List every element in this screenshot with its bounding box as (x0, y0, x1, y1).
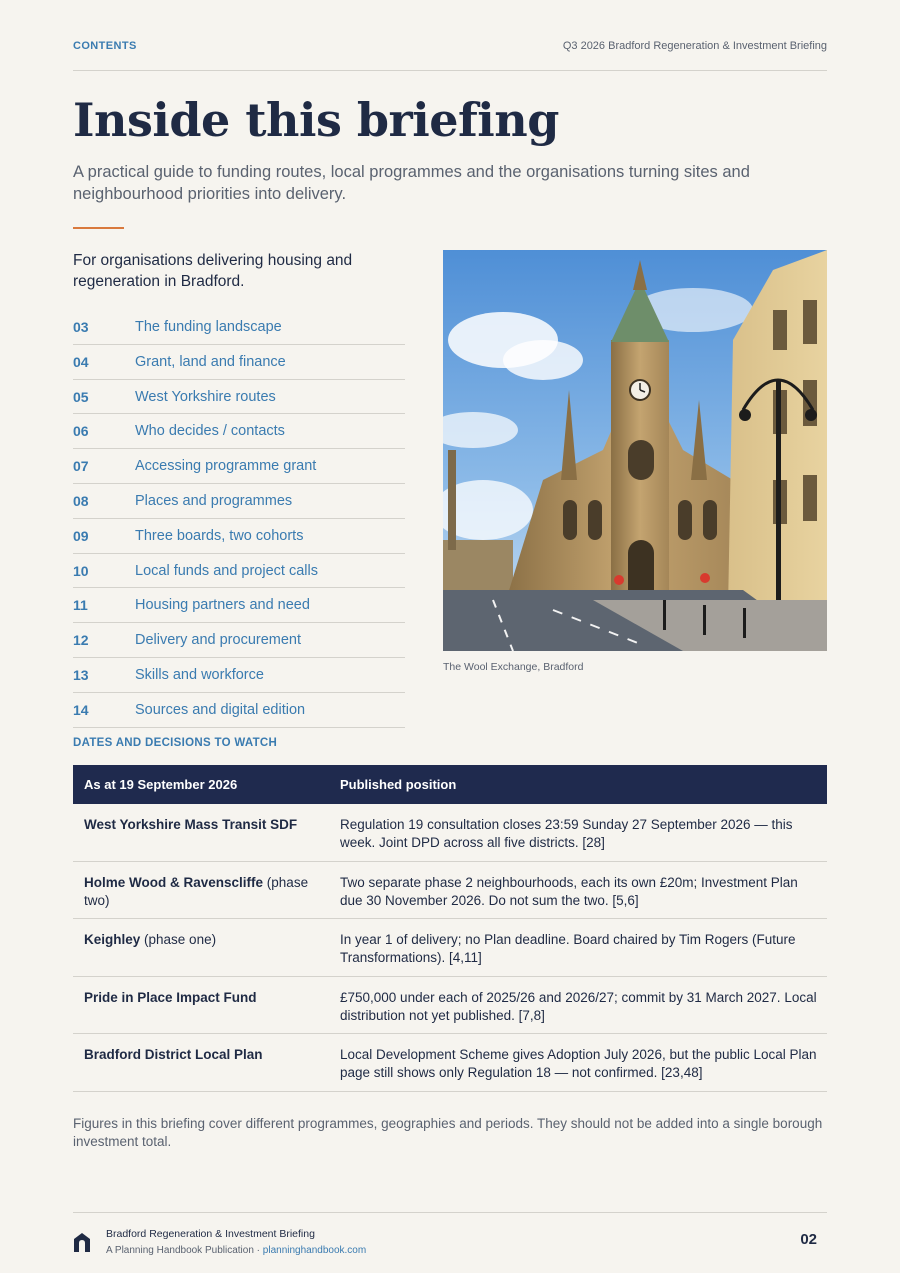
page-footer (73, 1212, 827, 1262)
toc-page-number: 06 (73, 423, 89, 440)
row-item (84, 1046, 324, 1064)
footer-publication: Bradford Regeneration & Investment Briefing (106, 1228, 315, 1240)
toc-item[interactable] (73, 484, 405, 519)
toc-page-number: 08 (73, 492, 89, 509)
toc-page-number: 04 (73, 353, 89, 370)
row-item-name: Holme Wood & Ravenscliffe (84, 875, 264, 890)
row-item (84, 816, 324, 834)
toc-item[interactable] (73, 588, 405, 623)
toc-label[interactable]: Grant, land and finance (135, 353, 286, 370)
row-position: Two separate phase 2 neighbourhoods, each its own £20m; Investment Plan due 30 November 2026. Do not sum the two. [5,6] (340, 875, 798, 908)
footnote: Figures in this briefing cover different programmes, geographies and periods. They should not be added into a single borough investment total. (73, 1116, 823, 1149)
row-position: Regulation 19 consultation closes 23:59 Sunday 27 September 2026 — this week. Joint DPD across all five districts. [28] (340, 817, 793, 850)
column-header-as-at: As at 19 September 2026 (84, 777, 238, 792)
row-position: In year 1 of delivery; no Plan deadline. Board chaired by Tim Rogers (Future Transformations). [4,11] (340, 932, 796, 965)
page-title: Inside this briefing (73, 93, 559, 147)
toc-label[interactable]: Skills and workforce (135, 666, 264, 683)
column-header-position: Published position (340, 777, 457, 792)
toc-label[interactable]: The funding landscape (135, 319, 282, 335)
toc-item[interactable] (73, 310, 405, 345)
photo-caption: The Wool Exchange, Bradford (443, 661, 584, 673)
row-item (84, 931, 324, 949)
toc-page-number: 07 (73, 458, 89, 475)
row-position: Local Development Scheme gives Adoption July 2026, but the public Local Plan page still shows only Regulation 18 — not confirmed. [23,48] (340, 1047, 817, 1080)
toc-page-number: 12 (73, 632, 89, 649)
toc-label[interactable]: Accessing programme grant (135, 458, 317, 475)
toc-item[interactable] (73, 658, 405, 693)
toc-item[interactable] (73, 414, 405, 449)
dates-table (73, 765, 827, 1092)
row-item (84, 874, 324, 910)
toc-item[interactable] (73, 554, 405, 589)
toc-item[interactable] (73, 623, 405, 658)
page-subtitle: A practical guide to funding routes, local programmes and the organisations turning sites and neighbourhood priorities into delivery. (73, 163, 750, 203)
toc-item[interactable] (73, 345, 405, 380)
toc-page-number: 10 (73, 562, 89, 579)
row-item-qualifier: (phase two) (84, 875, 309, 908)
row-item-name: Pride in Place Impact Fund (84, 990, 257, 1005)
row-item-name: Bradford District Local Plan (84, 1047, 263, 1062)
table-row (73, 804, 827, 862)
table-row (73, 919, 827, 977)
row-item-name: Keighley (84, 932, 141, 947)
publisher-logo-icon (73, 1232, 91, 1252)
toc-page-number: 14 (73, 701, 89, 718)
page-number: 02 (800, 1231, 817, 1248)
intro-text: For organisations delivering housing and regeneration in Bradford. (73, 252, 353, 290)
toc-item[interactable] (73, 449, 405, 484)
toc-label[interactable]: Three boards, two cohorts (135, 527, 304, 544)
publication-title-header: Q3 2026 Bradford Regeneration & Investment Briefing (562, 40, 827, 52)
table-of-contents (73, 310, 405, 728)
toc-label[interactable]: Sources and digital edition (135, 701, 306, 718)
footer-publisher-text: A Planning Handbook Publication · (106, 1245, 263, 1256)
row-item (84, 989, 324, 1007)
toc-item[interactable] (73, 693, 405, 728)
accent-divider (73, 227, 124, 229)
toc-item[interactable] (73, 519, 405, 554)
wool-exchange-photo (443, 250, 827, 651)
table-header-row (73, 765, 827, 804)
footer-publisher (106, 1245, 366, 1256)
toc-label[interactable]: Who decides / contacts (135, 423, 285, 440)
toc-page-number: 11 (73, 597, 88, 614)
row-item-qualifier: (phase one) (140, 932, 217, 947)
dates-section-label: DATES AND DECISIONS TO WATCH (73, 737, 278, 749)
row-item-name: West Yorkshire Mass Transit SDF (84, 817, 298, 832)
footer-website-link[interactable]: planninghandbook.com (262, 1245, 367, 1256)
toc-page-number: 05 (73, 388, 89, 405)
toc-page-number: 09 (73, 527, 89, 544)
table-row (73, 862, 827, 919)
running-header (73, 38, 827, 71)
table-row (73, 977, 827, 1034)
toc-label[interactable]: Housing partners and need (135, 597, 310, 614)
toc-label[interactable]: West Yorkshire routes (135, 388, 276, 405)
section-label-header: CONTENTS (73, 40, 137, 52)
toc-page-number: 03 (73, 319, 89, 335)
toc-label[interactable]: Delivery and procurement (135, 632, 302, 649)
toc-label[interactable]: Local funds and project calls (135, 562, 318, 579)
toc-label[interactable]: Places and programmes (135, 492, 293, 509)
row-position: £750,000 under each of 2025/26 and 2026/27; commit by 31 March 2027. Local distribution not yet published. [7,8] (340, 990, 817, 1023)
page (73, 0, 827, 1273)
table-row (73, 1034, 827, 1092)
toc-page-number: 13 (73, 666, 89, 683)
toc-item[interactable] (73, 380, 405, 415)
